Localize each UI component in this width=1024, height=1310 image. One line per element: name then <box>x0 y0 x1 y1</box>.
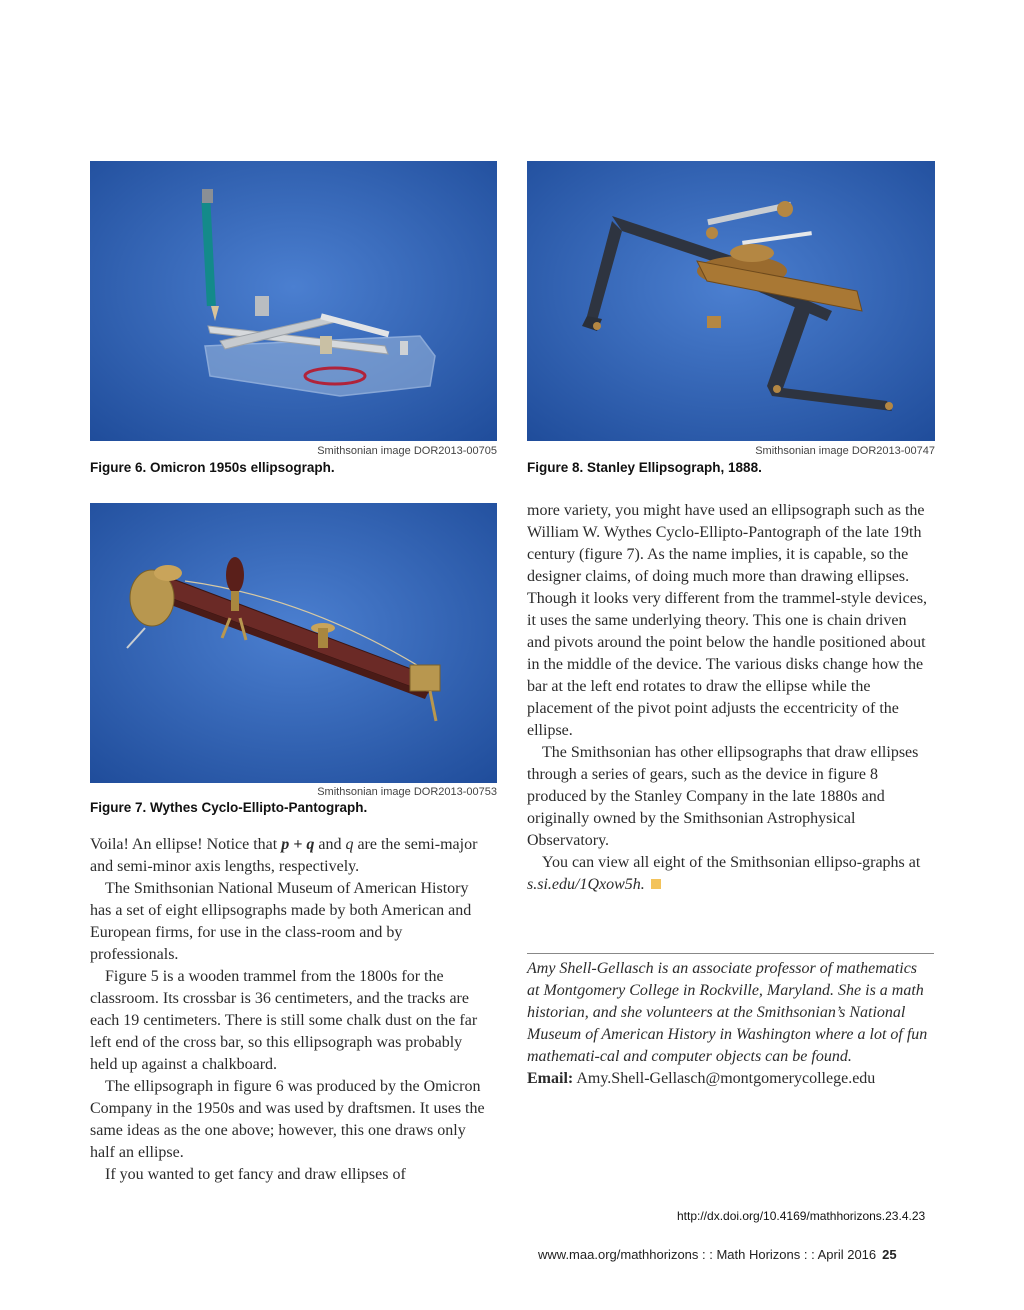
left-paragraph-1 <box>90 834 490 878</box>
author-bio <box>527 958 932 1090</box>
figure-8-credit: Smithsonian image DOR2013-00747 <box>755 445 935 457</box>
collection-link[interactable]: s.si.edu/1Qxow5h. <box>527 876 645 893</box>
figure-7-credit: Smithsonian image DOR2013-00753 <box>317 786 497 798</box>
figure-6-photo <box>90 161 497 441</box>
math-p-plus-q: p + q <box>281 836 315 853</box>
doi-link[interactable]: http://dx.doi.org/10.4169/mathhorizons.23.4.23 <box>677 1209 926 1223</box>
right-paragraph-3 <box>527 852 932 896</box>
author-bio-text: Amy Shell-Gellasch is an associate professor of mathematics at Montgomery College in Rockville, Maryland. She is a math historian, and she volunteers at the Smithsonian’s National Museum of American History in Washington where a lot of fun mathemati-cal and computer objects can be found. <box>527 960 928 1065</box>
figure-7-photo <box>90 503 497 783</box>
page-footer <box>538 1247 897 1262</box>
text-run: are the semi-major and semi-minor axis lengths, respectively. <box>90 836 478 875</box>
footer-text: www.maa.org/mathhorizons : : Math Horizons : : April 2016 <box>538 1247 877 1262</box>
left-column <box>90 834 490 1186</box>
author-email[interactable]: Amy.Shell-Gellasch@montgomerycollege.edu <box>576 1070 876 1087</box>
right-paragraph-1: more variety, you might have used an ellipsograph such as the William W. Wythes Cyclo-Ellipto-Pantograph of the late 19th century (figure 7). As the name implies, it is capable, so the designer claims, of doing much more than drawing ellipses. Though it looks very different from the trammel-style devices, it uses the same underlying theory. This one is chain driven and pivots around the point below the handle positioned about in the middle of the device. The various disks change how the bar at the left end rotates to draw the ellipse while the placement of the pivot point adjusts the eccentricity of the ellipse. <box>527 502 928 739</box>
right-paragraph-2: The Smithsonian has other ellipsographs that draw ellipses through a series of gears, such as the device in figure 8 produced by the Stanley Company in the late 1880s and originally owned by the Smithsonian Astrophysical Observatory. <box>527 744 919 849</box>
right-column <box>527 500 932 896</box>
text-run: Voila! An ellipse! Notice that <box>90 836 282 853</box>
figure-6-credit: Smithsonian image DOR2013-00705 <box>317 445 497 457</box>
left-paragraph-3: Figure 5 is a wooden trammel from the 1800s for the classroom. Its crossbar is 36 centimeters, and the tracks are each 19 centimeters. There is still some chalk dust on the far left end of the cross bar, so this ellipsograph was probably held up against a chalkboard. <box>90 968 478 1073</box>
figure-7-caption: Figure 7. Wythes Cyclo-Ellipto-Pantograph. <box>90 800 368 815</box>
page-number: 25 <box>882 1247 897 1262</box>
text-run: and <box>314 836 346 853</box>
figure-6-caption: Figure 6. Omicron 1950s ellipsograph. <box>90 460 335 475</box>
left-paragraph-4: The ellipsograph in figure 6 was produced by the Omicron Company in the 1950s and was used by draftsmen. It uses the same ideas as the one above; however, this one draws only half an ellipse. <box>90 1078 485 1161</box>
left-paragraph-5: If you wanted to get fancy and draw ellipses of <box>105 1166 406 1183</box>
figure-8-caption: Figure 8. Stanley Ellipsograph, 1888. <box>527 460 762 475</box>
email-label: Email: <box>527 1070 574 1087</box>
figure-8-photo <box>527 161 935 441</box>
bio-divider <box>527 953 934 954</box>
math-q: q <box>345 836 354 853</box>
author-email-line <box>527 1068 932 1090</box>
left-paragraph-2: The Smithsonian National Museum of American History has a set of eight ellipsographs made by both American and European firms, for use in the class-room and by professionals. <box>90 880 472 963</box>
end-of-article-mark <box>651 879 661 889</box>
text-run: You can view all eight of the Smithsonian ellipso-graphs at <box>542 854 921 871</box>
